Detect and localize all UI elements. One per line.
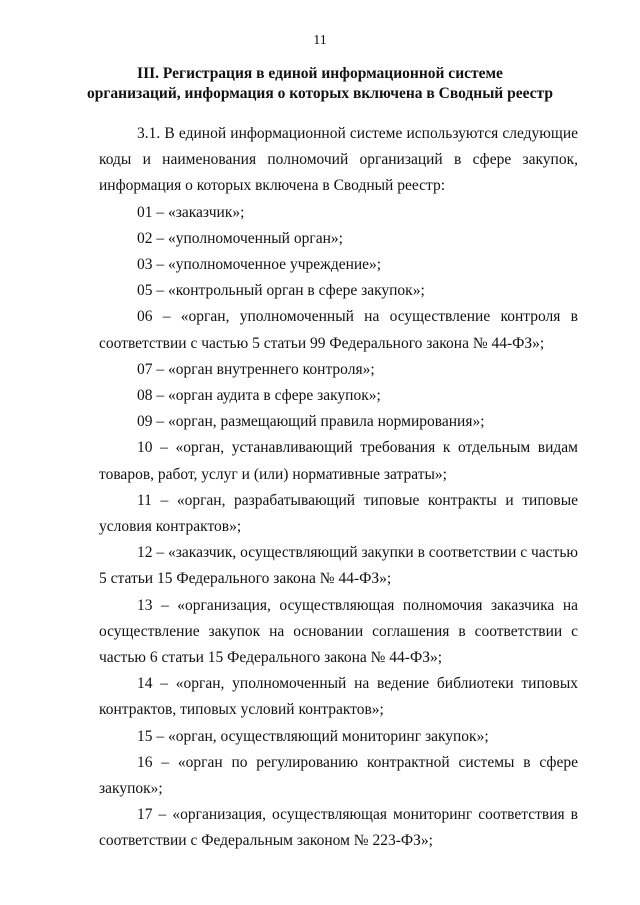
code-item [99, 304, 578, 356]
code-item [99, 488, 578, 540]
document-body [99, 121, 578, 855]
code-item-text: 17 – «организация, осуществляющая мониторинг соответствия в соответствии с Федеральным законом № 223-ФЗ»; [99, 806, 578, 850]
paragraph-3-1 [99, 121, 578, 200]
code-item [99, 383, 578, 409]
code-item [99, 409, 578, 435]
page-number: 11 [313, 33, 327, 48]
code-item [99, 540, 578, 592]
code-item-text: 08 – «орган аудита в сфере закупок»; [137, 387, 381, 405]
code-item-text: 14 – «орган, уполномоченный на ведение библиотеки типовых контрактов, типовых условий контрактов»; [99, 675, 578, 719]
section-heading [70, 64, 570, 104]
section-heading-line-2: организаций, информация о которых включена в Сводный реестр [87, 85, 553, 102]
code-item [99, 435, 578, 487]
code-item [99, 357, 578, 383]
code-item [99, 802, 578, 854]
code-item-text: 11 – «орган, разрабатывающий типовые контракты и типовые условия контрактов»; [99, 491, 578, 536]
code-item-text: 03 – «уполномоченное учреждение»; [137, 256, 382, 274]
code-item [99, 593, 578, 672]
code-item [99, 750, 578, 802]
code-item-text: 16 – «орган по регулированию контрактной системы в сфере закупок»; [99, 753, 578, 798]
code-item-text: 15 – «орган, осуществляющий мониторинг закупок»; [137, 727, 489, 745]
code-item [99, 671, 578, 723]
code-item-text: 06 – «орган, уполномоченный на осуществление контроля в соответствии с частью 5 статьи 99 Федерального закона № 44-ФЗ»; [99, 308, 578, 352]
code-item [99, 724, 578, 750]
code-item-text: 09 – «орган, размещающий правила нормирования»; [137, 413, 485, 431]
code-item-text: 12 – «заказчик, осуществляющий закупки в соответствии с частью 5 статьи 15 Федерального закона № 44-ФЗ»; [99, 544, 578, 588]
code-item-text: 02 – «уполномоченный орган»; [137, 229, 343, 247]
code-item [99, 278, 578, 304]
code-item [99, 200, 578, 226]
code-item-text: 07 – «орган внутреннего контроля»; [137, 360, 375, 378]
section-heading-line-1: III. Регистрация в единой информационной системе [137, 65, 503, 82]
code-item-text: 13 – «организация, осуществляющая полномочия заказчика на осуществление закупок на основании соглашения в соответствии с частью 6 статьи 15 Федерального закона № 44-ФЗ»; [99, 596, 578, 667]
code-item-text: 01 – «заказчик»; [137, 203, 245, 221]
code-item-text: 10 – «орган, устанавливающий требования к отдельным видам товаров, работ, услуг и (или) нормативные затраты»; [99, 439, 578, 483]
code-item [99, 252, 578, 278]
code-item [99, 226, 578, 252]
paragraph-text: 3.1. В единой информационной системе используются следующие коды и наименования полномочий организаций в сфере закупок, информация о которых включена в Сводный реестр: [99, 125, 578, 195]
code-item-text: 05 – «контрольный орган в сфере закупок»; [137, 282, 425, 300]
